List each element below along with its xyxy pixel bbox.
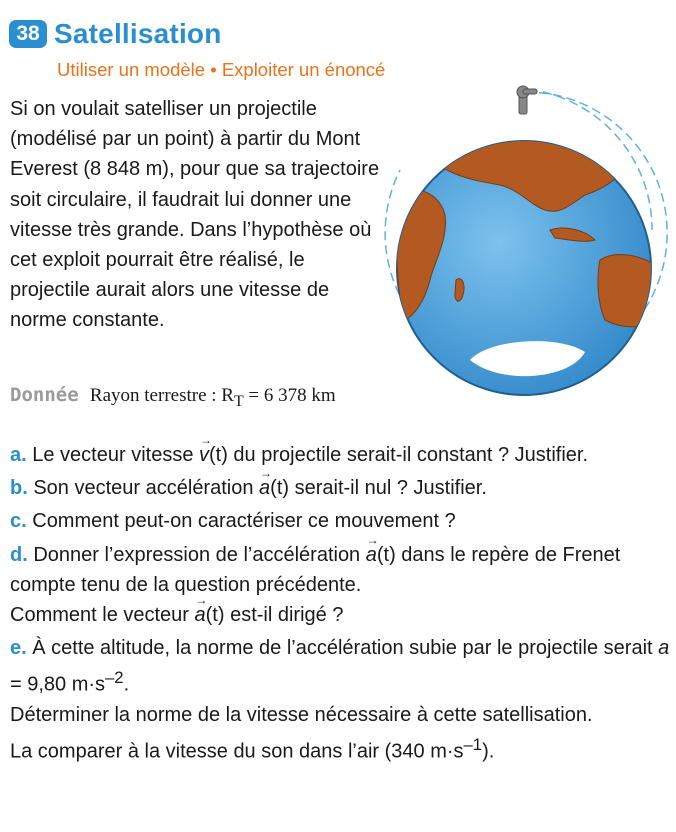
question-a: a. Le vecteur vitesse → v(t) du projectile serait-il constant ? Justifier. [10,440,670,470]
earth-illustration [360,80,672,400]
exercise-header [9,18,222,50]
earth-radius-value: Rayon terrestre : $R_T = 6$ 378 km [89,385,336,410]
question-c: c. Comment peut-on caractériser ce mouvement ? [10,510,456,533]
questions-list [10,440,670,770]
question-d: d. Donner l’expression de l’accélération → a(t) dans le repère de Frenet compte tenu de la question précédente. Comment le vecteur → a(t) est-il dirigé ? [10,540,670,631]
intro-text: Si on voulait satelliser un projectile (modélisé par un point) à partir du Mont Everest (8 848 m), pour que sa trajectoire soit circulaire, il faudrait lui donner une vitesse très grande. Dans l’hypothèse où cet exploit pourrait être réalisé, le projectile aurait alors une vitesse de norme constante. [10,98,380,332]
question-b: b. Son vecteur accélération → a(t) serait-il nul ? Justifier. [10,473,670,503]
exercise-title: Satellisation [54,18,222,49]
intro-paragraph [10,94,390,336]
donnee-label: Donnée [10,384,79,406]
exercise-subtitle: Utiliser un modèle • Exploiter un énoncé [57,59,386,80]
exercise-number-badge: 38 [9,20,47,48]
data-given [10,384,336,411]
everest-launcher [517,86,537,114]
australia-landmass [598,255,655,327]
question-e: e. À cette altitude, la norme de l’accélération subie par le projectile serait a = 9,80 $m\cdot s^{-2}$. Déterminer la norme de la vitesse nécessaire à cette satellisation. La comparer à la vitesse du son dans l’air (340 $m\cdot s^{-1}$). [10,637,670,764]
